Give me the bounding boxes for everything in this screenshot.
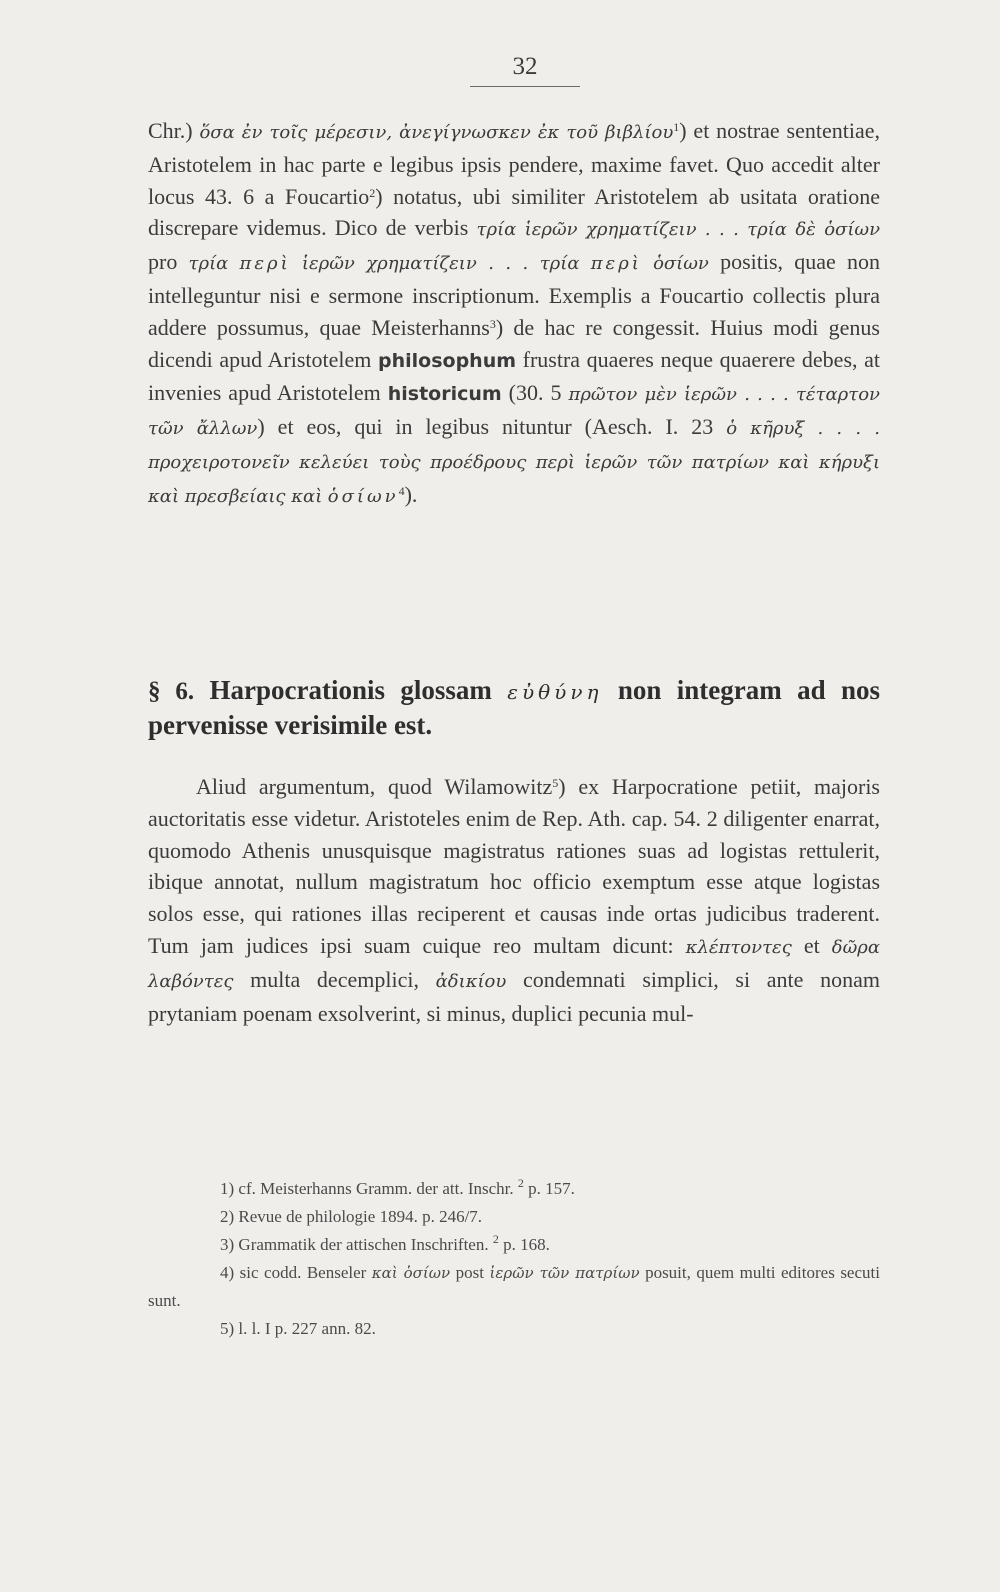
text-run: ) ex Harpocratione petiit, majoris auctoritatis esse videtur. Aristoteles enim de Rep. Ath. cap. 54. 2 diligenter enarrat, quomodo Athenis unusquisque magistratus rationes suas ad logistas rettulerit, ibique annotat, nullum magistratum hoc officio exemptum esse atque logistas solos esse, qui rationes illas reciperent et causas inde ortas judicibus traderent. Tum jam judices ipsi suam cuique reo multam dicunt: (148, 774, 880, 958)
text-run (291, 249, 302, 274)
paragraph-1 (148, 115, 880, 513)
greek-sp-run: ὁσίων (327, 485, 399, 507)
text-run: positis, quae non intelleguntur nisi e sermone inscriptionum. Exemplis a Foucartio collectis plura addere possumus, quae Meisterhanns (148, 249, 881, 340)
heading-text-before: Harpocrationis glossam (194, 675, 508, 705)
footnote-1 (148, 1175, 880, 1203)
footnote-2 (148, 1203, 880, 1231)
greek-run: ὅσα ἐν τοῖς μέρεσιν, ἀνεγίγνωσκεν ἐκ τοῦ βιβλίου (199, 122, 674, 143)
footnote-5 (148, 1315, 880, 1343)
footnote-ref: 3 (489, 316, 496, 331)
greek-run: ἀδικίου (435, 970, 507, 992)
heading-greek-word: εὐθύνη (507, 680, 603, 704)
sans-run: philosophum (378, 349, 517, 372)
text-run (579, 249, 590, 274)
greek-run: ἱερῶν χρηματίζειν . . . τρία (301, 253, 580, 275)
greek-run: τρία ἱερῶν χρηματίζειν . . . τρία δὲ ὁσίων (476, 219, 881, 241)
text-run (228, 249, 239, 274)
section-heading (148, 674, 880, 742)
text-run: ) et nostrae sententiae, Aristotelem in hac parte e legibus ipsis pendere, maxime favet. Quo accedit alter locus 43. 6 a Foucartio (148, 118, 880, 209)
text-run: p. 157. (523, 1179, 575, 1198)
greek-run: ὁ κῆρυξ . . . . προχειροτονεῖν κελεύει τοὺς προέδρους περὶ ἱερῶν τῶν πατρίων καὶ κήρυξι καὶ πρεσβείαις καὶ (148, 418, 880, 507)
section-mark: § 6. (148, 678, 195, 705)
text-run: 5) l. l. I p. 227 ann. 82. (220, 1319, 376, 1338)
text-run: frustra quaeres neque quaerere debes, at invenies apud Aristotelem (148, 346, 880, 406)
greek-run: ὁσίων (653, 253, 709, 275)
footnote-4 (148, 1259, 880, 1315)
text-run: Chr.) (148, 118, 200, 143)
footnote-ref: 2 (517, 1176, 524, 1190)
page-number: 32 (470, 52, 580, 87)
paragraph-2 (148, 771, 880, 1029)
text-run: multa decemplici, (233, 966, 436, 992)
footnote-ref: 5 (552, 776, 559, 790)
greek-sp-run: περὶ (239, 253, 291, 275)
text-run: post (450, 1263, 490, 1282)
footnote-ref: 4 (398, 483, 405, 498)
greek-sp-run: περὶ (590, 253, 642, 275)
text-run: condemnati simplici, si ante nonam prytaniam poenam exsolverint, si minus, duplici pecunia mul- (148, 966, 881, 1026)
text-run: p. 168. (498, 1235, 550, 1254)
greek-run: τρία (188, 253, 229, 275)
text-run: ) de hac re congessit. Huius modi genus dicendi apud Aristotelem (148, 314, 880, 372)
footnote-ref: 2 (369, 185, 376, 200)
sans-run: historicum (387, 383, 502, 406)
text-run: ). (404, 481, 418, 507)
text-run (642, 249, 653, 274)
text-run: pro (148, 249, 189, 275)
text-run: ) et eos, qui in legibus nituntur (Aesch. I. 23 (257, 414, 727, 440)
text-run: 2) Revue de philologie 1894. p. 246/7. (220, 1207, 483, 1226)
greek-run: ἱερῶν τῶν πατρίων (489, 1264, 640, 1282)
heading-text-after: non integram ad nos pervenisse verisimile est. (148, 675, 880, 740)
text-run: Aliud argumentum, quod Wilamowitz (196, 774, 553, 799)
footnote-3 (148, 1231, 880, 1259)
text-run: (30. 5 (501, 380, 569, 406)
greek-run: δῶρα λαβόντες (148, 936, 880, 992)
footnote-ref: 1 (673, 120, 680, 134)
text-run: et (791, 932, 832, 958)
text-run: 3) Grammatik der attischen Inschriften. (220, 1235, 493, 1254)
greek-run: καὶ ὁσίων (371, 1264, 451, 1282)
text-run: 4) sic codd. Benseler (220, 1263, 372, 1282)
footnotes (148, 1175, 880, 1343)
footnote-ref: 2 (492, 1232, 499, 1246)
text-run: 1) cf. Meisterhanns Gramm. der att. Inschr. (220, 1179, 518, 1198)
text-run: ) notatus, ubi similiter Aristotelem ab usitata oratione discrepare videmus. Dico de verbis (148, 183, 880, 241)
text-run: posuit, quem multi editores secuti sunt. (148, 1263, 880, 1310)
greek-run: κλέπτοντες (685, 936, 792, 958)
greek-run: πρῶτον μὲν ἱερῶν . . . . τέταρτον τῶν ἄλλων (148, 384, 880, 440)
